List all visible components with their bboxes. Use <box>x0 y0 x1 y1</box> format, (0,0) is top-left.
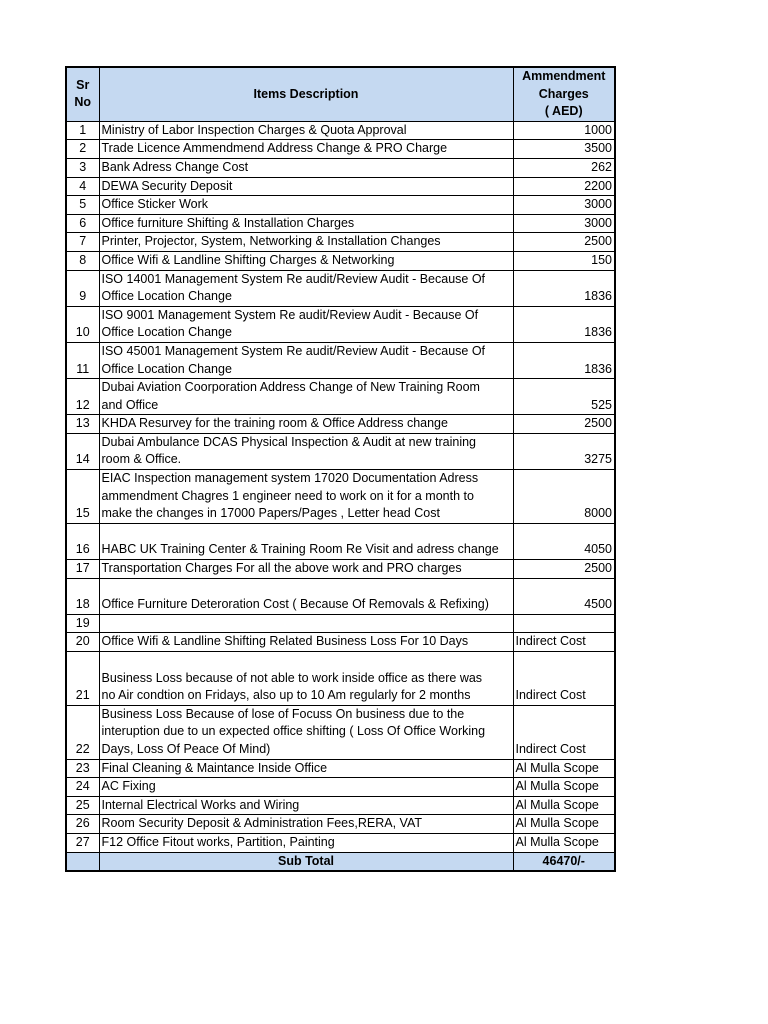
row-sr-number: 13 <box>66 415 99 434</box>
row-amount: 3500 <box>513 140 615 159</box>
row-sr-number: 10 <box>66 306 99 342</box>
row-description: Office Wifi & Landline Shifting Related Business Loss For 10 Days <box>99 633 513 652</box>
row-description <box>99 614 513 633</box>
row-sr-number: 20 <box>66 633 99 652</box>
row-sr-number: 23 <box>66 759 99 778</box>
row-amount: 8000 <box>513 470 615 524</box>
row-description: ISO 45001 Management System Re audit/Review Audit - Because Of Office Location Change <box>99 342 513 378</box>
table-row <box>66 614 615 633</box>
table-row <box>66 578 615 614</box>
row-amount: 2500 <box>513 560 615 579</box>
row-sr-number: 24 <box>66 778 99 797</box>
row-description: Ministry of Labor Inspection Charges & Quota Approval <box>99 121 513 140</box>
table-row <box>66 158 615 177</box>
header-description: Items Description <box>99 67 513 121</box>
row-sr-number: 17 <box>66 560 99 579</box>
row-sr-number: 15 <box>66 470 99 524</box>
row-amount: 1000 <box>513 121 615 140</box>
row-amount: Indirect Cost <box>513 633 615 652</box>
row-description: HABC UK Training Center & Training Room Re Visit and adress change <box>99 523 513 559</box>
table-row <box>66 196 615 215</box>
table-row <box>66 778 615 797</box>
row-amount: 1836 <box>513 342 615 378</box>
header-row <box>66 67 615 121</box>
row-description: Office Wifi & Landline Shifting Charges & Networking <box>99 251 513 270</box>
row-amount: 3000 <box>513 214 615 233</box>
row-description: ISO 14001 Management System Re audit/Review Audit - Because Of Office Location Change <box>99 270 513 306</box>
row-description: DEWA Security Deposit <box>99 177 513 196</box>
row-amount <box>513 614 615 633</box>
row-sr-number: 18 <box>66 578 99 614</box>
table-row <box>66 251 615 270</box>
row-sr-number: 25 <box>66 796 99 815</box>
table-row <box>66 523 615 559</box>
subtotal-blank <box>66 852 99 871</box>
row-description: Dubai Aviation Coorporation Address Change of New Training Room and Office <box>99 379 513 415</box>
row-description: Business Loss because of not able to work inside office as there was no Air condtion on Fridays, also up to 10 Am regularly for 2 months <box>99 652 513 706</box>
row-sr-number: 7 <box>66 233 99 252</box>
row-description: Office Sticker Work <box>99 196 513 215</box>
row-amount: 2500 <box>513 233 615 252</box>
subtotal-amount: 46470/- <box>513 852 615 871</box>
table-row <box>66 140 615 159</box>
row-sr-number: 19 <box>66 614 99 633</box>
row-amount: 525 <box>513 379 615 415</box>
table-row <box>66 433 615 469</box>
table-row <box>66 342 615 378</box>
row-sr-number: 8 <box>66 251 99 270</box>
row-description: Trade Licence Ammendmend Address Change & PRO Charge <box>99 140 513 159</box>
row-description: Office furniture Shifting & Installation Charges <box>99 214 513 233</box>
table-row <box>66 796 615 815</box>
row-amount: 4500 <box>513 578 615 614</box>
table-row <box>66 705 615 759</box>
row-sr-number: 5 <box>66 196 99 215</box>
row-description: Dubai Ambulance DCAS Physical Inspection & Audit at new training room & Office. <box>99 433 513 469</box>
row-sr-number: 22 <box>66 705 99 759</box>
row-sr-number: 16 <box>66 523 99 559</box>
row-description: Room Security Deposit & Administration Fees,RERA, VAT <box>99 815 513 834</box>
row-amount: Indirect Cost <box>513 705 615 759</box>
row-amount: 2500 <box>513 415 615 434</box>
row-amount: 3275 <box>513 433 615 469</box>
row-description: Internal Electrical Works and Wiring <box>99 796 513 815</box>
table-row <box>66 306 615 342</box>
table-row <box>66 633 615 652</box>
table-row <box>66 652 615 706</box>
row-description: AC Fixing <box>99 778 513 797</box>
table-row <box>66 415 615 434</box>
header-charges: Ammendment Charges ( AED) <box>513 67 615 121</box>
row-description: EIAC Inspection management system 17020 Documentation Adress ammendment Chagres 1 engineer need to work on it for a month to make the changes in 17000 Papers/Pages , Letter head Cost <box>99 470 513 524</box>
table-row <box>66 233 615 252</box>
table-row <box>66 214 615 233</box>
row-sr-number: 1 <box>66 121 99 140</box>
row-sr-number: 14 <box>66 433 99 469</box>
table-row <box>66 560 615 579</box>
row-sr-number: 2 <box>66 140 99 159</box>
row-description: Bank Adress Change Cost <box>99 158 513 177</box>
row-amount: 2200 <box>513 177 615 196</box>
row-description: Business Loss Because of lose of Focuss On business due to the interuption due to un expected office shifting ( Loss Of Office Working Days, Loss Of Peace Of Mind) <box>99 705 513 759</box>
table-row <box>66 759 615 778</box>
table-row <box>66 177 615 196</box>
row-amount: Al Mulla Scope <box>513 796 615 815</box>
table-row <box>66 270 615 306</box>
table-row <box>66 815 615 834</box>
row-description: KHDA Resurvey for the training room & Office Address change <box>99 415 513 434</box>
row-amount: 150 <box>513 251 615 270</box>
row-amount: 1836 <box>513 306 615 342</box>
table-row <box>66 379 615 415</box>
row-sr-number: 6 <box>66 214 99 233</box>
table-row <box>66 121 615 140</box>
row-amount: 3000 <box>513 196 615 215</box>
subtotal-label: Sub Total <box>99 852 513 871</box>
subtotal-row <box>66 852 615 871</box>
row-amount: Al Mulla Scope <box>513 759 615 778</box>
row-description: ISO 9001 Management System Re audit/Review Audit - Because Of Office Location Change <box>99 306 513 342</box>
row-amount: Al Mulla Scope <box>513 815 615 834</box>
header-sr: Sr No <box>66 67 99 121</box>
row-description: F12 Office Fitout works, Partition, Painting <box>99 833 513 852</box>
row-sr-number: 9 <box>66 270 99 306</box>
row-amount: 1836 <box>513 270 615 306</box>
row-sr-number: 12 <box>66 379 99 415</box>
row-amount: 262 <box>513 158 615 177</box>
row-description: Final Cleaning & Maintance Inside Office <box>99 759 513 778</box>
row-amount: Indirect Cost <box>513 652 615 706</box>
row-description: Office Furniture Deteroration Cost ( Because Of Removals & Refixing) <box>99 578 513 614</box>
row-sr-number: 4 <box>66 177 99 196</box>
row-amount: Al Mulla Scope <box>513 833 615 852</box>
row-sr-number: 11 <box>66 342 99 378</box>
row-description: Printer, Projector, System, Networking & Installation Changes <box>99 233 513 252</box>
row-sr-number: 21 <box>66 652 99 706</box>
table-row <box>66 470 615 524</box>
table-row <box>66 833 615 852</box>
row-sr-number: 26 <box>66 815 99 834</box>
charges-table <box>65 66 616 872</box>
row-description: Transportation Charges For all the above work and PRO charges <box>99 560 513 579</box>
row-amount: 4050 <box>513 523 615 559</box>
row-amount: Al Mulla Scope <box>513 778 615 797</box>
row-sr-number: 27 <box>66 833 99 852</box>
row-sr-number: 3 <box>66 158 99 177</box>
